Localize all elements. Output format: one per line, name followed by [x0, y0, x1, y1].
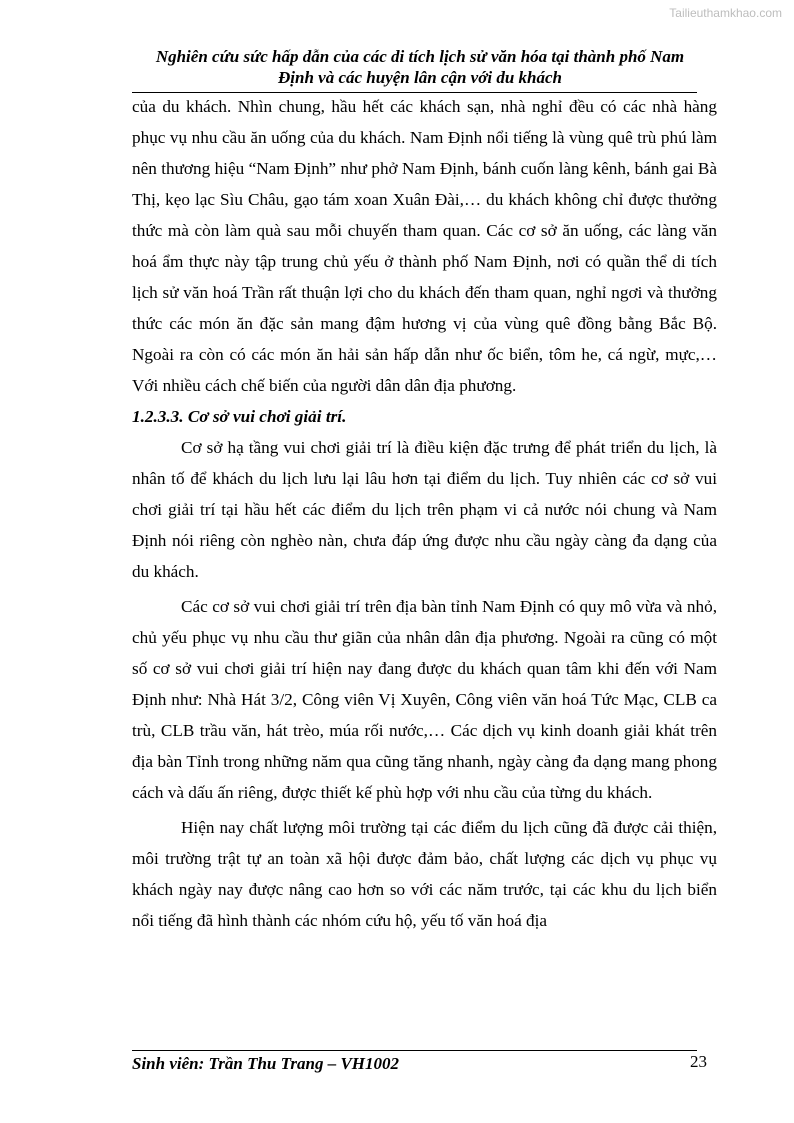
paragraph-4: Hiện nay chất lượng môi trường tại các điểm du lịch cũng đã được cải thiện, môi trường trật tự an toàn xã hội được đảm bảo, chất lượng các dịch vụ phục vụ khách ngày nay được nâng cao hơn so với các năm trước, tại các khu du lịch biển nổi tiếng đã hình thành các nhóm cứu hộ, yếu tố văn hoá địa: [132, 818, 717, 930]
page-number: 23: [690, 1052, 707, 1071]
watermark: Tailieuthamkhao.com: [669, 6, 782, 20]
section-heading: 1.2.3.3. Cơ sở vui chơi giải trí.: [132, 407, 347, 426]
footer-student: Sinh viên: Trần Thu Trang – VH1002: [132, 1054, 400, 1073]
page-body: [132, 91, 717, 936]
paragraph-2: Cơ sở hạ tầng vui chơi giải trí là điều kiện đặc trưng để phát triển du lịch, là nhân tố để khách du lịch lưu lại lâu hơn tại điểm du lịch. Tuy nhiên các cơ sở vui chơi giải trí tại hầu hết các điểm du lịch trên phạm vi cả nước nói chung và Nam Định nói riêng còn nghèo nàn, chưa đáp ứng được nhu cầu ngày càng đa dạng của du khách.: [132, 438, 717, 581]
header-title-line2: Định và các huyện lân cận với du khách: [278, 68, 562, 87]
footer-rule: [132, 1050, 697, 1051]
running-header: [120, 46, 720, 88]
paragraph-1: của du khách. Nhìn chung, hầu hết các khách sạn, nhà nghỉ đều có các nhà hàng phục vụ nhu cầu ăn uống của du khách. Nam Định nổi tiếng là vùng quê trù phú làm nên thương hiệu “Nam Định” như phở Nam Định, bánh cuốn làng kênh, bánh gai Bà Thị, kẹo lạc Sìu Châu, gạo tám xoan Xuân Đài,… du khách không chỉ được thưởng thức mà còn làm quà sau mỗi chuyến tham quan. Các cơ sở ăn uống, các làng văn hoá ẩm thực này tập trung chủ yếu ở thành phố Nam Định, nơi có quần thể di tích lịch sử văn hoá Trần rất thuận lợi cho du khách đến tham quan, nghỉ ngơi và thưởng thức các món ăn đặc sản mang đậm hương vị của vùng quê đồng bằng Bắc Bộ. Ngoài ra còn có các món ăn hải sản hấp dẫn như ốc biển, tôm he, cá ngừ, mực,… Với nhiều cách chế biến của người dân dân địa phương.: [132, 97, 717, 395]
header-title-line1: Nghiên cứu sức hấp dẫn của các di tích lịch sử văn hóa tại thành phố Nam: [155, 47, 685, 66]
paragraph-3: Các cơ sở vui chơi giải trí trên địa bàn tỉnh Nam Định có quy mô vừa và nhỏ, chủ yếu phục vụ nhu cầu thư giãn của nhân dân địa phương. Ngoài ra cũng có một số cơ sở vui chơi giải trí hiện nay đang được du khách quan tâm khi đến với Nam Định như: Nhà Hát 3/2, Công viên Vị Xuyên, Công viên văn hoá Tức Mạc, CLB ca trù, CLB trầu văn, hát trèo, múa rối nước,… Các dịch vụ kinh doanh giải khát trên địa bàn Tỉnh trong những năm qua cũng tăng nhanh, ngày càng đa dạng mang phong cách và dấu ấn riêng, được thiết kế phù hợp với nhu cầu của từng du khách.: [132, 597, 717, 802]
